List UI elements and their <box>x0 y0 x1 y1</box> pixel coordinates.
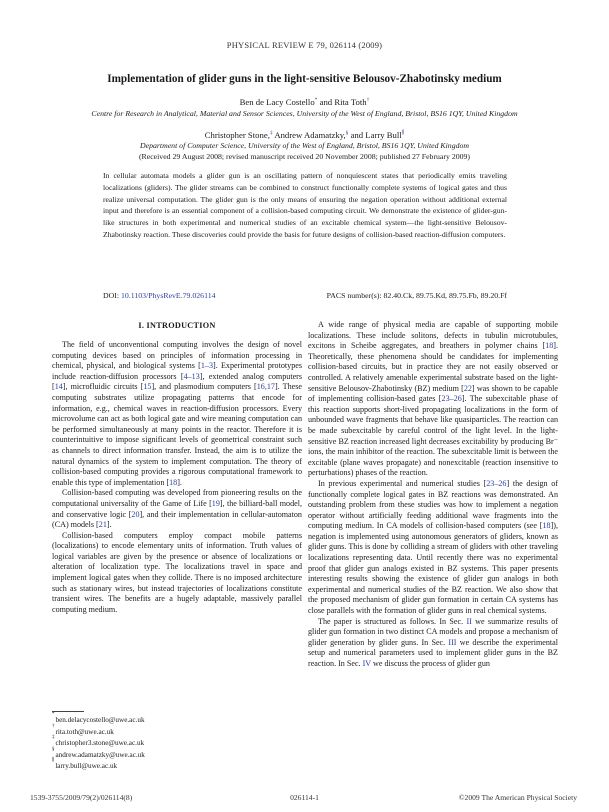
body-text: we discuss the process of glider gun <box>371 659 490 668</box>
body-text: ]), negation is implemented using autonomous generators of gliders, known as glider guns. This is done by colliding a stream of gliders with other traveling localizations representing data. Until recently there was no experimental proof that glider gun analogs existed in BZ systems. This paper presents interesting results showing the existence of glider gun analogs in both experimental and numerical studies of the BZ reaction. We also show that the proposed mechanism of glider gun formation in certain CA systems has close parallels with the formation of glider guns in real chemical systems. <box>308 521 558 616</box>
citation-link[interactable]: 1–3 <box>200 361 213 371</box>
body-text: ], and their implementation in cellular-automaton (CA) models [ <box>52 509 302 530</box>
body-paragraph <box>308 320 558 479</box>
pacs-numbers: PACS number(s): 82.40.Ck, 89.75.Kd, 89.75.Fb, 89.20.Ff <box>326 291 507 300</box>
body-text: ] the design of functionally complete logical gates in BZ reactions was demonstrated. An outstanding problem from these studies was how to implement a negation operator without artificially feeding additional wave fragments into the computing medium. In CA models of collision-based computers (see [ <box>308 478 558 531</box>
body-paragraph <box>308 617 558 670</box>
footer-page-number: 026114-1 <box>290 793 319 802</box>
footnote-email[interactable]: rita.toth@uwe.ac.uk <box>55 727 114 736</box>
body-text: ]. Experimental prototypes include reaction-diffusion processors [ <box>52 361 302 381</box>
footer-copyright: ©2009 The American Physical Society <box>458 793 577 802</box>
doi-link[interactable]: 10.1103/PhysRevE.79.026114 <box>120 291 216 300</box>
body-text: we describe the experimental setup and numerical parameters used to implement glider guns in the BZ reaction. In Sec. <box>308 637 558 668</box>
footnote-mark: ‡ <box>52 735 55 741</box>
body-paragraph <box>52 340 302 488</box>
footnote-mark: * <box>52 712 55 717</box>
footnote-email[interactable]: ben.delacycostello@uwe.ac.uk <box>55 716 145 724</box>
citation-link[interactable]: 23–26 <box>486 478 507 488</box>
affiliation-2: Department of Computer Science, University of the West of England, Bristol, BS16 1QY, United Kingdom <box>139 141 470 150</box>
affiliation-1: Centre for Research in Analytical, Material and Sensor Sciences, University of the West of England, Bristol, BS16 1QY, United Kingdom <box>91 109 518 118</box>
author-name: Ben de Lacy Costello <box>239 97 315 107</box>
body-paragraph <box>52 531 302 616</box>
footnote-mark: § <box>52 746 55 752</box>
body-text: ]. <box>106 520 112 530</box>
footnote-email[interactable]: larry.bull@uwe.ac.uk <box>55 762 118 771</box>
citation-link[interactable]: 19 <box>211 498 220 508</box>
author-name: Larry Bull <box>365 130 402 140</box>
abstract: In cellular automata models a glider gun is an oscillating pattern of nonquiescent states that periodically emits traveling localizations (gliders). The glider streams can be combined to construct functionally complete systems of logical gates and thus realize universal computation. The glider gun is the only means of ensuring the negation operation without additional external input and therefore is an essential component of a collision-based computing circuit. We demonstrate the existence of glider-gun-like structures in both experimental and numerical studies of an excitable chemical system—the light-sensitive Belousov-Zhabotinsky reaction. These discoveries could provide the basis for future designs of collision-based reaction-diffusion computers. <box>103 171 507 239</box>
section-heading: I. INTRODUCTION <box>138 321 216 330</box>
body-text: we summarize results of glider gun formation in two distinct CA models and propose a mechanism of glider generation by glider guns. In Sec. <box>308 616 558 647</box>
body-paragraph <box>308 479 558 617</box>
citation-link[interactable]: 15 <box>143 382 152 392</box>
footnotes <box>52 712 145 773</box>
author-footnote-link[interactable]: ∥ <box>401 130 405 137</box>
body-text: ]. Theoretically, these phenomena should be candidates for implementing collision-based circuits, but in practice they are not easily observed or controlled. A relatively amenable experimental substrate based on the light-sensitive Belousov-Zhabotinsky (BZ) medium [ <box>308 341 558 393</box>
body-text: ], and plasmodium computers [ <box>151 382 257 392</box>
left-column-body <box>52 340 302 615</box>
author-footnote-link[interactable]: § <box>345 130 349 137</box>
footnote-item <box>52 758 145 773</box>
citation-link[interactable]: 18 <box>545 341 554 351</box>
journal-header: PHYSICAL REVIEW E 79, 026114 (2009) <box>226 40 383 50</box>
received-dates: (Received 29 August 2008; revised manuscript received 20 November 2008; published 27 February 2009) <box>138 152 471 161</box>
author-name: Andrew Adamatzky, <box>272 130 346 140</box>
author-footnote-link[interactable]: ‡ <box>269 130 273 137</box>
footer-issn: 1539-3755/2009/79(2)/026114(8) <box>30 793 133 802</box>
footnote-email[interactable]: christopher3.stone@uwe.ac.uk <box>55 739 145 748</box>
body-text: ]. These computing substrates utilize propagating patterns that encode for information, e.g., chemical waves in reaction-diffusion processors. Every microvolume can act as both logical gate and wire meaning computation can be performed simultaneously at many points in the reactor. Therefore it is counterintuitive to impose significant levels of geometrical constraint such as channels to direct information transfer. Instead, the aim is to utilize the natural dynamics of the system to implement computation. The theory of collision-based computing provides a rigorous computational framework to enable this type of implementation [ <box>52 382 302 487</box>
right-column-body <box>308 320 558 670</box>
citation-link[interactable]: 4–13 <box>183 371 200 381</box>
body-text: ], extended analog computers [ <box>52 371 303 392</box>
body-text: The field of unconventional computing involves the design of novel computing devices based on principles of information processing in chemical, physical, and biological systems [ <box>52 340 302 371</box>
footnote-divider <box>52 711 84 712</box>
author-line-2 <box>20 130 589 140</box>
body-text: ], microfluidic circuits [ <box>62 382 144 392</box>
citation-link[interactable]: 21 <box>98 520 107 530</box>
body-text: ] was shown to be capable of implementing collision-based gates [ <box>308 383 558 404</box>
body-text: ], the billiard-ball model, and conservative logic [ <box>52 498 302 519</box>
footnote-mark: † <box>52 723 55 729</box>
citation-link[interactable]: 14 <box>54 382 63 392</box>
body-text: The paper is structured as follows. In Sec. <box>318 616 467 626</box>
body-paragraph <box>52 488 302 530</box>
body-text: In previous experimental and numerical studies [ <box>318 478 487 488</box>
citation-link[interactable]: II <box>466 616 472 626</box>
citation-link[interactable]: 20 <box>131 509 140 519</box>
body-text: Collision-based computers employ compact mobile patterns (localizations) to encode elementary units of information. Truth values of logical variables are given by the presence or absence of localizations or alteration of localization type. The localizations travel in space and implement logical gates when they collide. There is no imposed architecture such as stationary wires, but instead trajectories of localizations constitute transient wires. The benefits are a hugely adaptable, massively parallel computing medium. <box>52 530 302 614</box>
author-line-1 <box>20 97 589 107</box>
body-text: A wide range of physical media are capable of supporting mobile localizations. These include solitons, defects in tubulin microtubules, excitons in Scheibe aggregates, and breathers in polymer chains [ <box>308 320 558 351</box>
author-footnote-link[interactable]: † <box>366 97 370 104</box>
citation-link[interactable]: 18 <box>542 521 551 531</box>
doi-label: DOI: <box>103 291 120 300</box>
author-name: Rita Toth <box>334 97 367 107</box>
paper-title: Implementation of glider guns in the light-sensitive Belousov-Zhabotinsky medium <box>107 73 502 85</box>
author-footnote-link[interactable]: * <box>314 97 318 104</box>
citation-link[interactable]: 18 <box>169 477 178 487</box>
footnote-mark: ∥ <box>52 758 55 764</box>
body-text: ]. The subexcitable phase of this reaction supports short-lived propagating localizations in the form of unbounded wave fragments that behave like quasiparticles. The reaction can be made subexcitable by careful control of the light level. In the light-sensitive BZ reaction increased light decreases excitability by producing Br⁻ ions, the main inhibitor of the reaction. The subexcitable limit is between the excitable (plane waves propagate) and nonexcitable (reaction insensitive to perturbations) phases of the reaction. <box>308 394 559 478</box>
body-text: Collision-based computing was developed from pioneering results on the computational universality of the Game of Life [ <box>52 488 302 508</box>
citation-link[interactable]: III <box>448 637 457 647</box>
footnote-item <box>52 723 145 739</box>
author-joiner: and <box>317 97 335 107</box>
body-text: ]. <box>177 477 182 487</box>
author-joiner: and <box>348 130 366 140</box>
citation-link[interactable]: 16,17 <box>256 382 275 392</box>
citation-link[interactable]: IV <box>362 659 372 668</box>
citation-link[interactable]: 22 <box>463 383 472 393</box>
footnote-item <box>52 735 145 750</box>
citation-link[interactable]: 23–26 <box>441 394 462 404</box>
author-name: Christopher Stone, <box>204 130 270 140</box>
footnote-item <box>52 712 145 727</box>
footnote-item <box>52 746 145 762</box>
doi-line <box>103 291 216 300</box>
footnote-email[interactable]: andrew.adamatzky@uwe.ac.uk <box>55 750 145 759</box>
